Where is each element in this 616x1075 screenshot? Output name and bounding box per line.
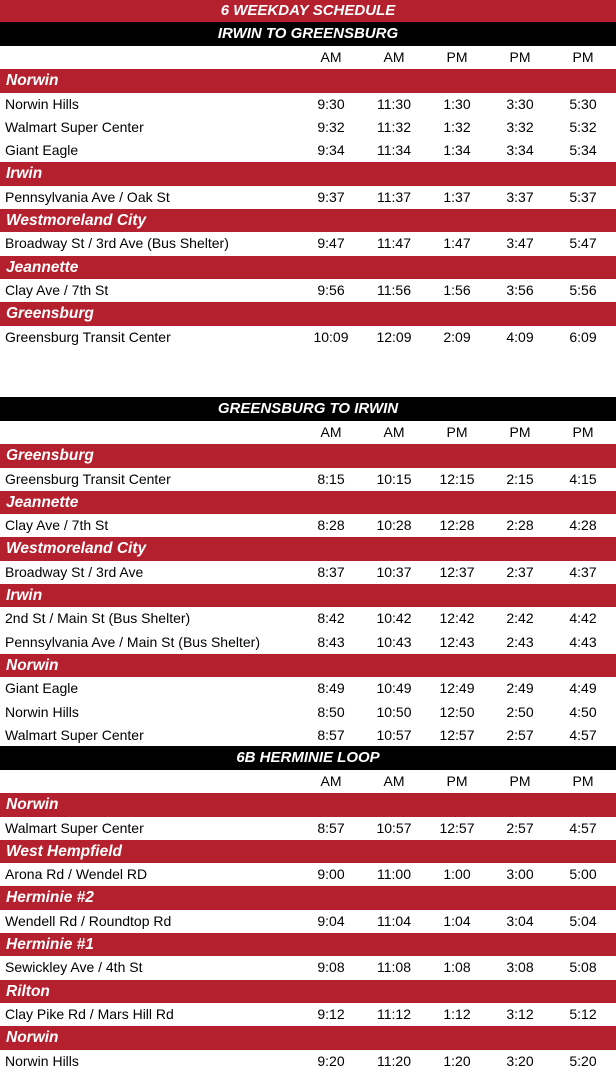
section-header: Norwin <box>0 69 616 92</box>
stop-row <box>0 139 616 162</box>
departure-time: 9:04 <box>317 912 345 929</box>
period-label: PM <box>446 49 468 65</box>
departure-time: 12:49 <box>439 680 475 697</box>
departure-time: 8:28 <box>317 517 345 534</box>
departure-time: 8:49 <box>317 680 345 697</box>
section-header: Irwin <box>0 162 616 185</box>
stop-name: Giant Eagle <box>5 142 79 159</box>
stop-name: Walmart Super Center <box>5 726 144 743</box>
departure-time: 5:47 <box>569 235 597 252</box>
stop-name: 2nd St / Main St (Bus Shelter) <box>5 610 191 627</box>
departure-time: 10:42 <box>376 610 412 627</box>
stop-name: Pennsylvania Ave / Oak St <box>5 188 170 205</box>
section-header: Irwin <box>0 584 616 607</box>
stop-row <box>0 186 616 209</box>
departure-time: 2:57 <box>506 726 534 743</box>
stop-row <box>0 116 616 139</box>
stop-row <box>0 514 616 537</box>
period-label: AM <box>320 773 342 789</box>
departure-time: 12:42 <box>439 610 475 627</box>
departure-time: 1:32 <box>443 118 471 135</box>
departure-time: 11:37 <box>377 188 411 205</box>
section-header: Norwin <box>0 793 616 816</box>
departure-time: 3:34 <box>506 142 534 159</box>
departure-time: 10:28 <box>376 517 412 534</box>
period-header-row <box>0 421 616 444</box>
stop-row <box>0 956 616 979</box>
departure-time: 5:00 <box>569 866 597 883</box>
departure-time: 1:30 <box>443 95 471 112</box>
departure-time: 5:08 <box>569 959 597 976</box>
departure-time: 3:12 <box>506 1005 534 1022</box>
stop-row <box>0 1003 616 1026</box>
stop-row <box>0 561 616 584</box>
period-label: PM <box>572 773 594 789</box>
departure-time: 11:00 <box>377 866 411 883</box>
departure-time: 4:57 <box>569 819 597 836</box>
departure-time: 2:28 <box>506 517 534 534</box>
departure-time: 12:43 <box>439 633 475 650</box>
departure-time: 2:49 <box>506 680 534 697</box>
section-header: Norwin <box>0 1026 616 1049</box>
departure-time: 9:47 <box>317 235 345 252</box>
departure-time: 10:50 <box>376 703 412 720</box>
departure-time: 3:47 <box>506 235 534 252</box>
departure-time: 11:56 <box>377 281 411 298</box>
departure-time: 8:43 <box>317 633 345 650</box>
stop-name: Clay Ave / 7th St <box>5 517 109 534</box>
period-label: AM <box>383 49 405 65</box>
section-header: Norwin <box>0 654 616 677</box>
stop-row <box>0 279 616 302</box>
departure-time: 4:43 <box>569 633 597 650</box>
departure-time: 1:20 <box>443 1052 471 1069</box>
departure-time: 12:28 <box>439 517 475 534</box>
departure-time: 5:34 <box>569 142 597 159</box>
departure-time: 10:09 <box>313 328 349 345</box>
departure-time: 1:56 <box>443 281 471 298</box>
section-header: Rilton <box>0 980 616 1003</box>
stop-name: Wendell Rd / Roundtop Rd <box>5 912 172 929</box>
departure-time: 9:12 <box>317 1005 345 1022</box>
period-label: PM <box>572 424 594 440</box>
departure-time: 1:47 <box>443 235 471 252</box>
departure-time: 9:30 <box>317 95 345 112</box>
stop-name: Clay Pike Rd / Mars Hill Rd <box>5 1005 174 1022</box>
stop-row <box>0 468 616 491</box>
stop-row <box>0 817 616 840</box>
departure-time: 5:30 <box>569 95 597 112</box>
departure-time: 4:28 <box>569 517 597 534</box>
stop-name: Pennsylvania Ave / Main St (Bus Shelter) <box>5 633 260 650</box>
departure-time: 2:43 <box>506 633 534 650</box>
departure-time: 9:56 <box>317 281 345 298</box>
table-6b-herminie-loop <box>0 746 616 1073</box>
departure-time: 10:57 <box>376 726 412 743</box>
stop-name: Greensburg Transit Center <box>5 470 171 487</box>
departure-time: 10:37 <box>376 563 412 580</box>
departure-time: 2:15 <box>506 470 534 487</box>
stop-row <box>0 677 616 700</box>
table-irwin-to-greensburg <box>0 22 616 349</box>
stop-row <box>0 1050 616 1073</box>
stop-name: Walmart Super Center <box>5 819 144 836</box>
schedule-title: 6 WEEKDAY SCHEDULE <box>0 0 616 22</box>
departure-time: 8:37 <box>317 563 345 580</box>
departure-time: 1:00 <box>443 866 471 883</box>
period-label: PM <box>446 773 468 789</box>
departure-time: 1:34 <box>443 142 471 159</box>
departure-time: 12:15 <box>439 470 475 487</box>
period-label: PM <box>509 49 531 65</box>
section-header: Greensburg <box>0 302 616 325</box>
stop-name: Clay Ave / 7th St <box>5 281 109 298</box>
departure-time: 6:09 <box>569 328 597 345</box>
departure-time: 4:49 <box>569 680 597 697</box>
departure-time: 4:09 <box>506 328 534 345</box>
stop-row <box>0 724 616 747</box>
departure-time: 3:04 <box>506 912 534 929</box>
period-label: AM <box>320 424 342 440</box>
departure-time: 8:50 <box>317 703 345 720</box>
departure-time: 9:00 <box>317 866 345 883</box>
departure-time: 8:57 <box>317 819 345 836</box>
departure-time: 12:37 <box>439 563 475 580</box>
section-header: Westmoreland City <box>0 537 616 560</box>
departure-time: 2:50 <box>506 703 534 720</box>
stop-name: Giant Eagle <box>5 680 79 697</box>
departure-time: 9:08 <box>317 959 345 976</box>
departure-time: 1:08 <box>443 959 471 976</box>
stop-row <box>0 232 616 255</box>
section-header: Herminie #1 <box>0 933 616 956</box>
section-header: Jeannette <box>0 256 616 279</box>
period-label: PM <box>509 773 531 789</box>
departure-time: 2:09 <box>443 328 471 345</box>
departure-time: 5:20 <box>569 1052 597 1069</box>
period-label: AM <box>383 424 405 440</box>
section-header: Westmoreland City <box>0 209 616 232</box>
departure-time: 4:57 <box>569 726 597 743</box>
departure-time: 10:43 <box>376 633 412 650</box>
table-heading: GREENSBURG TO IRWIN <box>0 397 616 421</box>
departure-time: 2:57 <box>506 819 534 836</box>
section-header: Greensburg <box>0 444 616 467</box>
stop-name: Walmart Super Center <box>5 118 144 135</box>
departure-time: 3:30 <box>506 95 534 112</box>
period-label: AM <box>383 773 405 789</box>
period-header-row <box>0 770 616 793</box>
departure-time: 3:56 <box>506 281 534 298</box>
stop-name: Broadway St / 3rd Ave <box>5 563 144 580</box>
section-header: Jeannette <box>0 491 616 514</box>
departure-time: 5:37 <box>569 188 597 205</box>
departure-time: 11:20 <box>377 1052 411 1069</box>
departure-time: 11:47 <box>377 235 411 252</box>
departure-time: 3:08 <box>506 959 534 976</box>
departure-time: 4:50 <box>569 703 597 720</box>
stop-name: Sewickley Ave / 4th St <box>5 959 143 976</box>
table-heading: 6B HERMINIE LOOP <box>0 746 616 770</box>
departure-time: 3:32 <box>506 118 534 135</box>
departure-time: 4:37 <box>569 563 597 580</box>
departure-time: 12:09 <box>376 328 412 345</box>
departure-time: 10:15 <box>376 470 412 487</box>
stop-name: Norwin Hills <box>5 1052 79 1069</box>
stop-name: Norwin Hills <box>5 95 79 112</box>
period-label: PM <box>509 424 531 440</box>
table-heading: IRWIN TO GREENSBURG <box>0 22 616 46</box>
departure-time: 11:08 <box>377 959 411 976</box>
stop-row <box>0 863 616 886</box>
period-label: AM <box>320 49 342 65</box>
departure-time: 5:56 <box>569 281 597 298</box>
departure-time: 9:34 <box>317 142 345 159</box>
departure-time: 11:04 <box>377 912 411 929</box>
stop-row <box>0 326 616 349</box>
departure-time: 2:42 <box>506 610 534 627</box>
departure-time: 3:20 <box>506 1052 534 1069</box>
departure-time: 9:20 <box>317 1052 345 1069</box>
stop-row <box>0 631 616 654</box>
departure-time: 5:04 <box>569 912 597 929</box>
stop-name: Norwin Hills <box>5 703 79 720</box>
section-header: Herminie #2 <box>0 886 616 909</box>
departure-time: 12:50 <box>439 703 475 720</box>
departure-time: 8:15 <box>317 470 345 487</box>
stop-name: Greensburg Transit Center <box>5 328 171 345</box>
departure-time: 11:30 <box>377 95 411 112</box>
departure-time: 5:12 <box>569 1005 597 1022</box>
stop-row <box>0 910 616 933</box>
table-greensburg-to-irwin <box>0 397 616 747</box>
departure-time: 11:34 <box>377 142 411 159</box>
departure-time: 1:12 <box>443 1005 471 1022</box>
departure-time: 11:32 <box>377 118 411 135</box>
period-label: PM <box>446 424 468 440</box>
departure-time: 8:57 <box>317 726 345 743</box>
departure-time: 1:04 <box>443 912 471 929</box>
departure-time: 10:57 <box>376 819 412 836</box>
departure-time: 1:37 <box>443 188 471 205</box>
departure-time: 5:32 <box>569 118 597 135</box>
stop-row <box>0 93 616 116</box>
departure-time: 12:57 <box>439 819 475 836</box>
departure-time: 9:32 <box>317 118 345 135</box>
stop-name: Broadway St / 3rd Ave (Bus Shelter) <box>5 235 229 252</box>
departure-time: 3:37 <box>506 188 534 205</box>
departure-time: 10:49 <box>376 680 412 697</box>
departure-time: 4:42 <box>569 610 597 627</box>
departure-time: 2:37 <box>506 563 534 580</box>
departure-time: 9:37 <box>317 188 345 205</box>
departure-time: 8:42 <box>317 610 345 627</box>
departure-time: 12:57 <box>439 726 475 743</box>
departure-time: 3:00 <box>506 866 534 883</box>
section-header: West Hempfield <box>0 840 616 863</box>
stop-row <box>0 607 616 630</box>
stop-name: Arona Rd / Wendel RD <box>5 866 148 883</box>
departure-time: 11:12 <box>377 1005 411 1022</box>
period-label: PM <box>572 49 594 65</box>
period-header-row <box>0 46 616 69</box>
stop-row <box>0 701 616 724</box>
departure-time: 4:15 <box>569 470 597 487</box>
